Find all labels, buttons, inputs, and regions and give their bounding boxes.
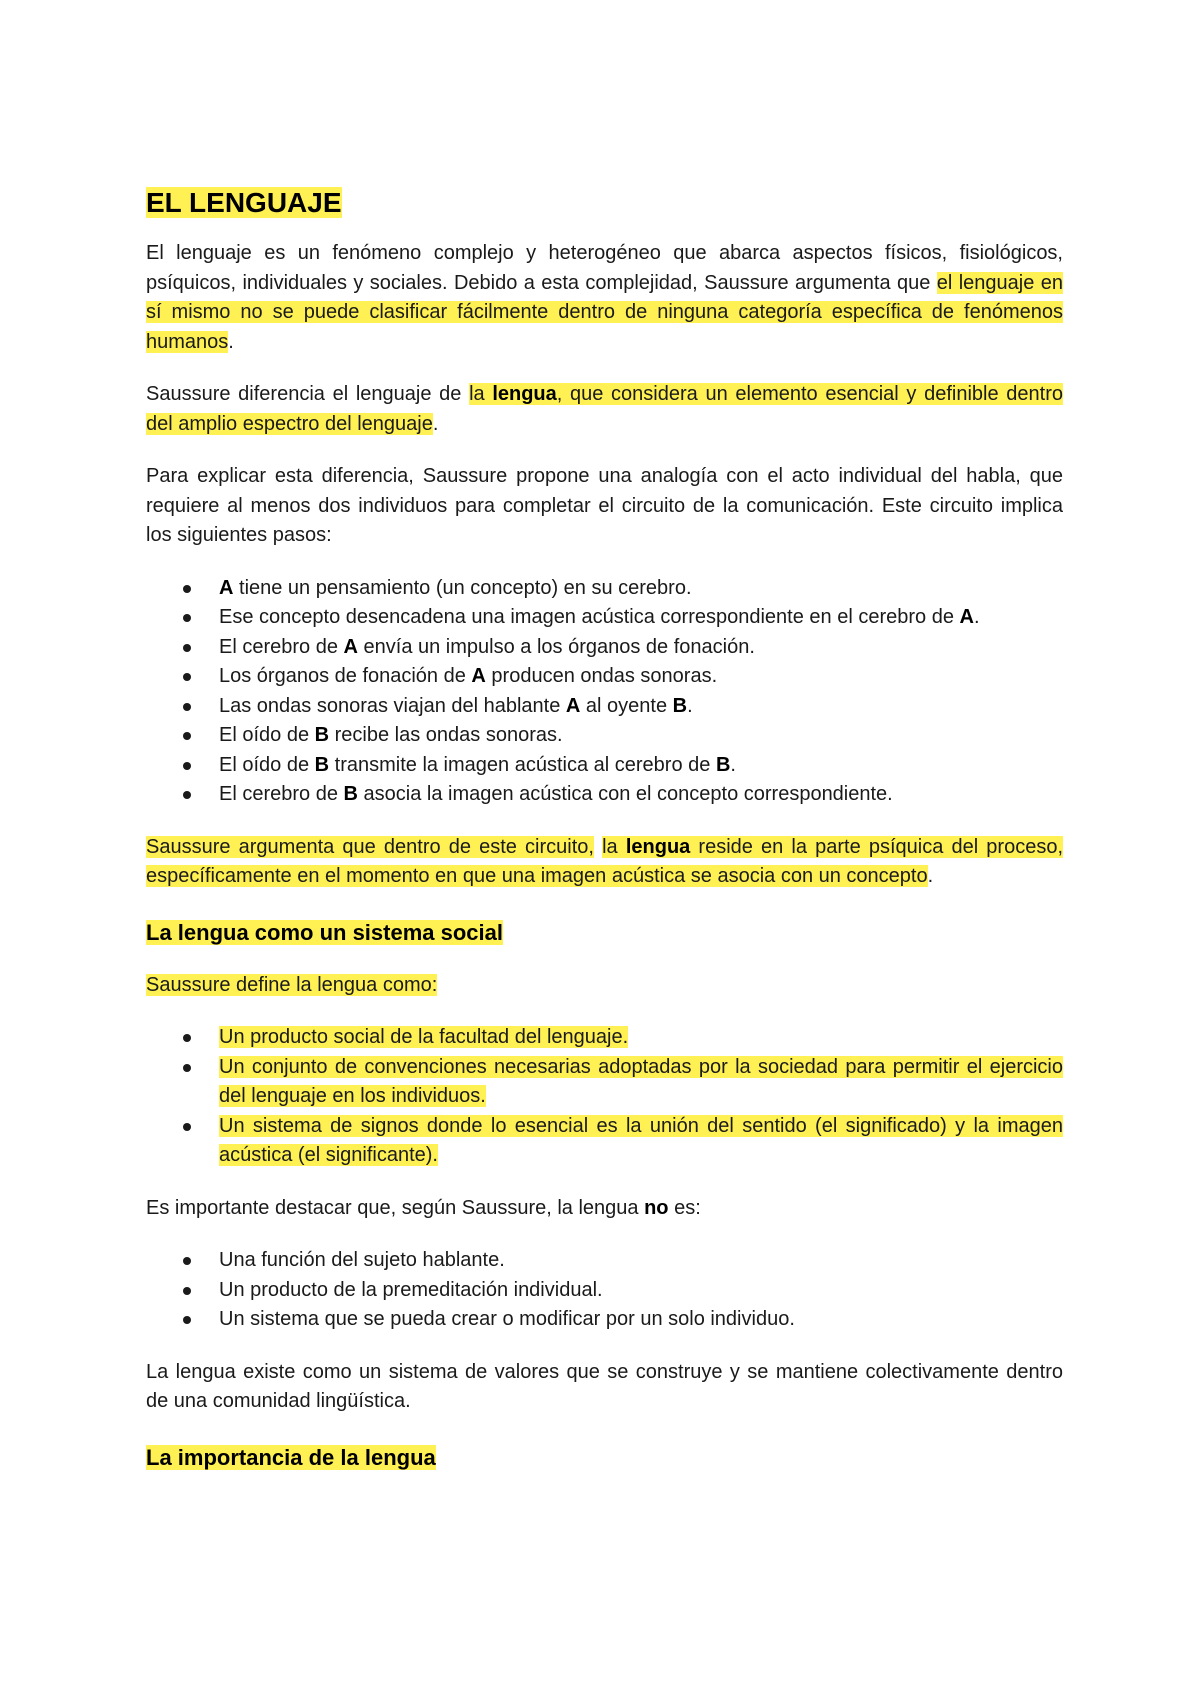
bullet-icon [183, 585, 191, 593]
bullet-icon [183, 791, 191, 799]
bullet-icon [183, 1257, 191, 1265]
list-item: El oído de B recibe las ondas sonoras. [146, 721, 1063, 751]
bullet-icon [183, 762, 191, 770]
list-item: Un conjunto de convenciones necesarias adoptadas por la sociedad para permitir el ejercicio del lenguaje en los individuos. [146, 1053, 1063, 1112]
bullet-icon [183, 1123, 191, 1131]
list-item: Una función del sujeto hablante. [146, 1246, 1063, 1276]
paragraph-no-es: Es importante destacar que, según Saussure, la lengua no es: [146, 1196, 701, 1219]
list-item: Ese concepto desencadena una imagen acústica correspondiente en el cerebro de A. [146, 603, 1063, 633]
list-item: Un sistema de signos donde lo esencial es la unión del sentido (el significado) y la imagen acústica (el significante). [146, 1112, 1063, 1171]
highlight: Saussure argumenta que dentro de este circuito, [146, 835, 594, 858]
negations-list [146, 1246, 1063, 1335]
section-heading-social: La lengua como un sistema social [146, 919, 503, 945]
list-item: El cerebro de B asocia la imagen acústica con el concepto correspondiente. [146, 780, 1063, 810]
bullet-icon [183, 614, 191, 622]
document-content [146, 186, 1063, 1473]
definitions-list [146, 1023, 1063, 1171]
highlight: la lengua, que considera un elemento esencial y definible dentro del amplio espectro del lenguaje [146, 383, 1063, 435]
bullet-icon [183, 1287, 191, 1295]
paragraph-valores: La lengua existe como un sistema de valores que se construye y se mantiene colectivamente dentro de una comunidad lingüística. [146, 1360, 1063, 1412]
list-item: Un producto social de la facultad del lenguaje. [146, 1023, 1063, 1053]
bullet-icon [183, 732, 191, 740]
list-item: Los órganos de fonación de A producen ondas sonoras. [146, 662, 1063, 692]
list-item: El oído de B transmite la imagen acústica al cerebro de B. [146, 751, 1063, 781]
paragraph-define: Saussure define la lengua como: [146, 973, 438, 996]
bullet-icon [183, 1034, 191, 1042]
list-item: Un producto de la premeditación individual. [146, 1276, 1063, 1306]
bullet-icon [183, 703, 191, 711]
paragraph-intro: El lenguaje es un fenómeno complejo y heterogéneo que abarca aspectos físicos, fisiológicos, psíquicos, individuales y sociales. Debido a esta complejidad, Saussure argumenta que el lenguaje en sí mismo no se puede clasificar fácilmente dentro de ninguna categoría específica de fenómenos humanos. [146, 242, 1063, 353]
bullet-icon [183, 1064, 191, 1072]
bullet-icon [183, 1316, 191, 1324]
highlight: la lengua reside en la parte psíquica del proceso, específicamente en el momento en que una imagen acústica se asocia con un concepto [146, 835, 1064, 887]
paragraph-psiquica: Saussure argumenta que dentro de este circuito, la lengua reside en la parte psíquica del proceso, específicamente en el momento en que una imagen acústica se asocia con un concepto. [146, 835, 1064, 887]
paragraph-lengua: Saussure diferencia el lenguaje de la lengua, que considera un elemento esencial y definible dentro del amplio espectro del lenguaje. [146, 383, 1063, 435]
list-item: Un sistema que se pueda crear o modificar por un solo individuo. [146, 1305, 1063, 1335]
page-title: EL LENGUAJE [146, 187, 342, 218]
steps-list [146, 574, 1063, 810]
highlight: el lenguaje en sí mismo no se puede clasificar fácilmente dentro de ninguna categoría específica de fenómenos humanos [146, 271, 1063, 353]
list-item: El cerebro de A envía un impulso a los órganos de fonación. [146, 633, 1063, 663]
section-heading-importancia: La importancia de la lengua [146, 1444, 436, 1470]
list-item: A tiene un pensamiento (un concepto) en su cerebro. [146, 574, 1063, 604]
bullet-icon [183, 673, 191, 681]
bullet-icon [183, 644, 191, 652]
list-item: Las ondas sonoras viajan del hablante A al oyente B. [146, 692, 1063, 722]
paragraph-circuito: Para explicar esta diferencia, Saussure propone una analogía con el acto individual del habla, que requiere al menos dos individuos para completar el circuito de la comunicación. Este circuito implica los siguientes pasos: [146, 465, 1063, 546]
